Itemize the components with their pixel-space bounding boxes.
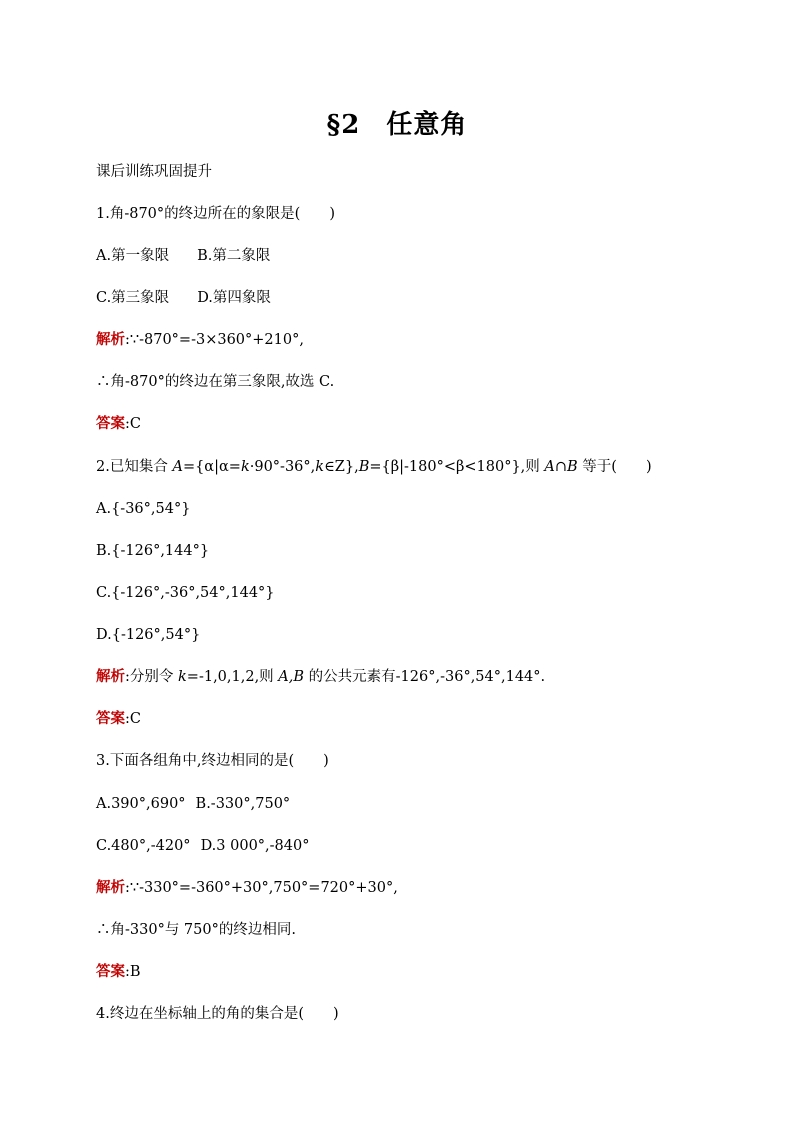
q2-answer-label: 答案 xyxy=(96,710,125,727)
q3-options-row2 xyxy=(96,836,309,856)
q2-stem-part: ={β|-180°<β<180°},则 xyxy=(369,459,545,475)
q3-stem: 3.下面各组角中,终边相同的是( ) xyxy=(96,753,329,769)
q1-option-d: D.第四象限 xyxy=(197,290,271,306)
q3-option-a: A.390°,690° xyxy=(96,796,186,812)
q2-answer xyxy=(96,709,141,729)
q3-option-c: C.480°,-420° xyxy=(96,838,191,854)
q2-stem-part: 2.已知集合 xyxy=(96,459,173,475)
q1-analysis-label: 解析 xyxy=(96,331,125,348)
page-title xyxy=(0,104,794,141)
q1-answer-value: :C xyxy=(125,416,141,432)
q2-option-b: B.{-126°,144°} xyxy=(96,543,210,559)
q3-answer-value: :B xyxy=(125,964,141,980)
subtitle: 课后训练巩固提升 xyxy=(96,164,212,180)
q1-options-row2 xyxy=(96,288,271,308)
q2-stem-part: ∈Z}, xyxy=(324,459,359,475)
q3-option-b: B.-330°,750° xyxy=(195,796,291,812)
q3-answer-label: 答案 xyxy=(96,963,125,980)
q2-stem-var-k: k xyxy=(240,459,250,475)
q2-stem xyxy=(96,457,652,477)
q2-option-d: D.{-126°,54°} xyxy=(96,627,201,643)
q3-option-d: D.3 000°,-840° xyxy=(200,838,310,854)
q1-option-c: C.第三象限 xyxy=(96,290,170,306)
q1-analysis-line1 xyxy=(96,330,304,350)
q2-analysis-sets: A,B xyxy=(278,669,305,685)
q2-stem-set-b: B xyxy=(358,459,370,475)
q2-option-c: C.{-126°,-36°,54°,144°} xyxy=(96,585,275,601)
q1-answer-label: 答案 xyxy=(96,415,125,432)
q1-analysis-line2: ∴角-870°的终边在第三象限,故选 C. xyxy=(96,374,335,390)
q2-analysis-var-k: k xyxy=(178,669,187,685)
section-number: §2 xyxy=(326,110,361,140)
q2-stem-part: 等于( ) xyxy=(577,459,652,475)
q3-options-row1 xyxy=(96,794,290,814)
q2-stem-var-k: k xyxy=(315,459,325,475)
q1-analysis-text1: :∵-870°=-3×360°+210°, xyxy=(125,332,304,348)
q2-analysis-part: 的公共元素有-126°,-36°,54°,144°. xyxy=(304,669,546,685)
q3-analysis-line1 xyxy=(96,878,398,898)
q4-stem: 4.终边在坐标轴上的角的集合是( ) xyxy=(96,1006,339,1022)
q1-options-row1 xyxy=(96,246,270,266)
q2-stem-set-a: A xyxy=(172,459,183,475)
q2-analysis xyxy=(96,667,545,687)
q1-option-b: B.第二象限 xyxy=(197,248,271,264)
q3-analysis-text1: :∵-330°=-360°+30°,750°=720°+30°, xyxy=(125,880,398,896)
q1-stem: 1.角-870°的终边所在的象限是( ) xyxy=(96,206,335,222)
q3-analysis-label: 解析 xyxy=(96,879,125,896)
section-name: 任意角 xyxy=(386,110,468,140)
q2-analysis-label: 解析 xyxy=(96,668,125,685)
q2-option-a: A.{-36°,54°} xyxy=(96,501,191,517)
q2-analysis-part: =-1,0,1,2,则 xyxy=(186,669,279,685)
q2-stem-intersection: A∩B xyxy=(544,459,578,475)
q2-answer-value: :C xyxy=(125,711,141,727)
q2-stem-part: ·90°-36°, xyxy=(249,459,316,475)
q3-analysis-line2: ∴角-330°与 750°的终边相同. xyxy=(96,922,296,938)
q3-answer xyxy=(96,962,141,982)
q1-option-a: A.第一象限 xyxy=(96,248,170,264)
q1-answer xyxy=(96,414,141,434)
q2-analysis-part: :分别令 xyxy=(125,669,178,685)
q2-stem-part: ={α|α= xyxy=(182,459,241,475)
